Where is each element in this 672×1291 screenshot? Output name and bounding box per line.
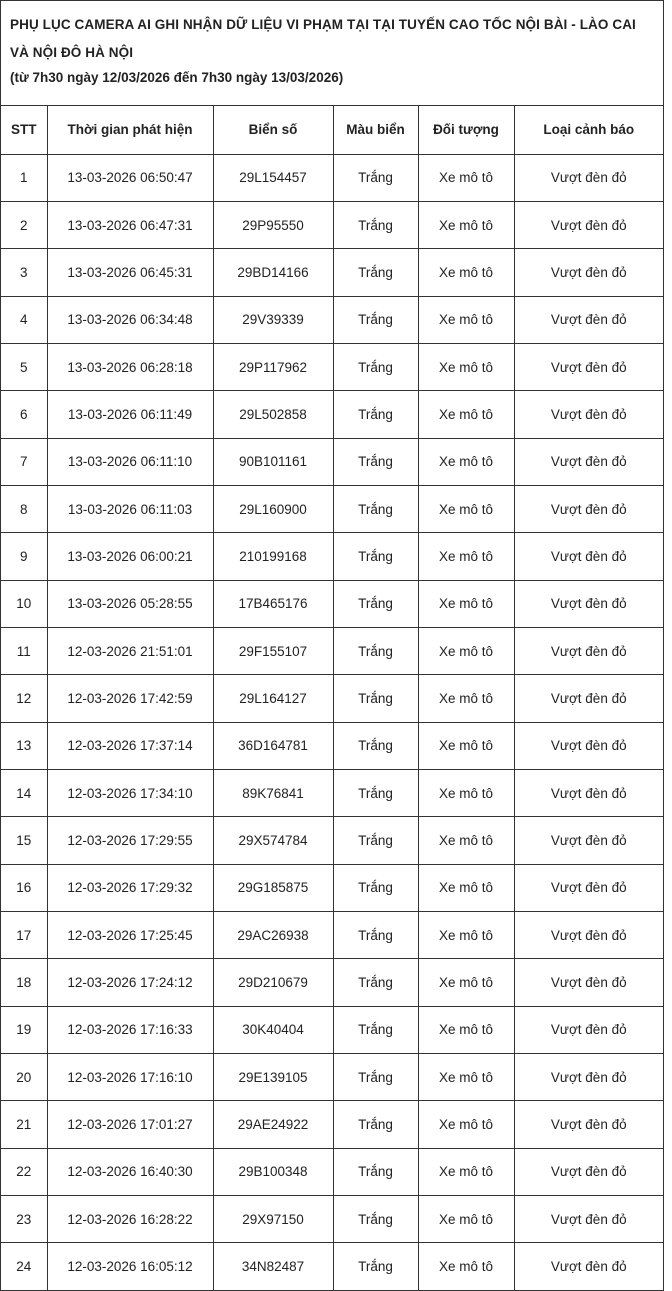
cell-stt: 11 (1, 627, 47, 674)
cell-plate-color: Trắng (333, 1148, 418, 1195)
cell-warning-type: Vượt đèn đỏ (514, 675, 663, 722)
column-header-warning-type: Loại cảnh báo (514, 106, 663, 154)
cell-stt: 12 (1, 675, 47, 722)
cell-warning-type: Vượt đèn đỏ (514, 769, 663, 816)
table-row (1, 1006, 663, 1053)
cell-warning-type: Vượt đèn đỏ (514, 1148, 663, 1195)
cell-plate-number: 29L502858 (213, 391, 333, 438)
document-title: PHỤ LỤC CAMERA AI GHI NHẬN DỮ LIỆU VI PHẠM TẠI TẠI TUYẾN CAO TỐC NỘI BÀI - LÀO CAI VÀ NỘI ĐÔ HÀ NỘI (10, 17, 636, 60)
document-subtitle: (từ 7h30 ngày 12/03/2026 đến 7h30 ngày 13/03/2026) (10, 70, 344, 85)
cell-detection-time: 13-03-2026 06:11:10 (47, 438, 213, 485)
cell-warning-type: Vượt đèn đỏ (514, 1006, 663, 1053)
cell-stt: 14 (1, 769, 47, 816)
cell-stt: 9 (1, 533, 47, 580)
cell-plate-number: 29L164127 (213, 675, 333, 722)
cell-detection-time: 12-03-2026 17:34:10 (47, 769, 213, 816)
cell-vehicle-type: Xe mô tô (418, 769, 514, 816)
cell-detection-time: 13-03-2026 06:34:48 (47, 296, 213, 343)
cell-stt: 3 (1, 249, 47, 296)
cell-detection-time: 12-03-2026 17:37:14 (47, 722, 213, 769)
cell-detection-time: 13-03-2026 06:00:21 (47, 533, 213, 580)
cell-stt: 4 (1, 296, 47, 343)
column-header-detection-time: Thời gian phát hiện (47, 106, 213, 154)
cell-stt: 8 (1, 485, 47, 532)
cell-vehicle-type: Xe mô tô (418, 912, 514, 959)
table-row (1, 864, 663, 911)
cell-plate-color: Trắng (333, 533, 418, 580)
table-row (1, 485, 663, 532)
cell-stt: 19 (1, 1006, 47, 1053)
cell-warning-type: Vượt đèn đỏ (514, 1196, 663, 1243)
cell-vehicle-type: Xe mô tô (418, 627, 514, 674)
cell-warning-type: Vượt đèn đỏ (514, 343, 663, 390)
cell-stt: 22 (1, 1148, 47, 1195)
cell-plate-number: 29AE24922 (213, 1101, 333, 1148)
table-row (1, 1196, 663, 1243)
cell-plate-color: Trắng (333, 438, 418, 485)
cell-warning-type: Vượt đèn đỏ (514, 627, 663, 674)
cell-vehicle-type: Xe mô tô (418, 1101, 514, 1148)
cell-plate-color: Trắng (333, 201, 418, 248)
cell-detection-time: 12-03-2026 16:28:22 (47, 1196, 213, 1243)
cell-plate-color: Trắng (333, 1243, 418, 1290)
cell-warning-type: Vượt đèn đỏ (514, 580, 663, 627)
cell-stt: 5 (1, 343, 47, 390)
cell-warning-type: Vượt đèn đỏ (514, 1054, 663, 1101)
table-row (1, 1101, 663, 1148)
table-row (1, 769, 663, 816)
cell-plate-color: Trắng (333, 1006, 418, 1053)
cell-plate-color: Trắng (333, 580, 418, 627)
table-row (1, 580, 663, 627)
cell-warning-type: Vượt đèn đỏ (514, 959, 663, 1006)
cell-plate-number: 29P95550 (213, 201, 333, 248)
cell-vehicle-type: Xe mô tô (418, 1054, 514, 1101)
cell-vehicle-type: Xe mô tô (418, 864, 514, 911)
table-row (1, 1054, 663, 1101)
cell-vehicle-type: Xe mô tô (418, 675, 514, 722)
cell-stt: 20 (1, 1054, 47, 1101)
cell-detection-time: 13-03-2026 06:47:31 (47, 201, 213, 248)
cell-plate-color: Trắng (333, 1196, 418, 1243)
cell-plate-number: 30K40404 (213, 1006, 333, 1053)
table-row (1, 1148, 663, 1195)
column-header-stt: STT (1, 106, 47, 154)
cell-plate-color: Trắng (333, 249, 418, 296)
cell-detection-time: 12-03-2026 16:40:30 (47, 1148, 213, 1195)
cell-plate-number: 29G185875 (213, 864, 333, 911)
cell-stt: 13 (1, 722, 47, 769)
cell-vehicle-type: Xe mô tô (418, 1243, 514, 1290)
cell-vehicle-type: Xe mô tô (418, 533, 514, 580)
cell-plate-color: Trắng (333, 722, 418, 769)
cell-warning-type: Vượt đèn đỏ (514, 154, 663, 201)
cell-plate-number: 29L160900 (213, 485, 333, 532)
cell-vehicle-type: Xe mô tô (418, 391, 514, 438)
cell-plate-number: 36D164781 (213, 722, 333, 769)
cell-detection-time: 13-03-2026 06:28:18 (47, 343, 213, 390)
cell-stt: 21 (1, 1101, 47, 1148)
cell-warning-type: Vượt đèn đỏ (514, 722, 663, 769)
cell-stt: 2 (1, 201, 47, 248)
cell-warning-type: Vượt đèn đỏ (514, 249, 663, 296)
cell-plate-number: 210199168 (213, 533, 333, 580)
cell-detection-time: 12-03-2026 17:29:55 (47, 817, 213, 864)
cell-detection-time: 13-03-2026 06:11:03 (47, 485, 213, 532)
cell-stt: 10 (1, 580, 47, 627)
cell-vehicle-type: Xe mô tô (418, 722, 514, 769)
cell-detection-time: 12-03-2026 21:51:01 (47, 627, 213, 674)
violations-table (1, 106, 663, 1291)
table-header-row (1, 106, 663, 154)
table-row (1, 722, 663, 769)
cell-stt: 16 (1, 864, 47, 911)
cell-plate-number: 29D210679 (213, 959, 333, 1006)
table-row (1, 1243, 663, 1290)
cell-vehicle-type: Xe mô tô (418, 201, 514, 248)
table-row (1, 533, 663, 580)
table-row (1, 959, 663, 1006)
cell-plate-number: 29P117962 (213, 343, 333, 390)
cell-stt: 6 (1, 391, 47, 438)
cell-vehicle-type: Xe mô tô (418, 580, 514, 627)
cell-plate-color: Trắng (333, 627, 418, 674)
cell-warning-type: Vượt đèn đỏ (514, 201, 663, 248)
cell-plate-color: Trắng (333, 817, 418, 864)
cell-plate-number: 90B101161 (213, 438, 333, 485)
cell-plate-number: 17B465176 (213, 580, 333, 627)
cell-plate-number: 89K76841 (213, 769, 333, 816)
cell-warning-type: Vượt đèn đỏ (514, 391, 663, 438)
cell-plate-number: 29E139105 (213, 1054, 333, 1101)
cell-vehicle-type: Xe mô tô (418, 1196, 514, 1243)
cell-plate-number: 29X97150 (213, 1196, 333, 1243)
column-header-plate-number: Biển số (213, 106, 333, 154)
cell-vehicle-type: Xe mô tô (418, 1006, 514, 1053)
cell-stt: 18 (1, 959, 47, 1006)
cell-detection-time: 13-03-2026 05:28:55 (47, 580, 213, 627)
table-body (1, 154, 663, 1290)
cell-plate-color: Trắng (333, 1054, 418, 1101)
cell-vehicle-type: Xe mô tô (418, 249, 514, 296)
cell-warning-type: Vượt đèn đỏ (514, 912, 663, 959)
cell-plate-color: Trắng (333, 912, 418, 959)
cell-detection-time: 12-03-2026 17:16:10 (47, 1054, 213, 1101)
cell-detection-time: 12-03-2026 17:29:32 (47, 864, 213, 911)
cell-plate-number: 29V39339 (213, 296, 333, 343)
cell-detection-time: 12-03-2026 17:24:12 (47, 959, 213, 1006)
cell-warning-type: Vượt đèn đỏ (514, 438, 663, 485)
cell-stt: 24 (1, 1243, 47, 1290)
cell-plate-number: 34N82487 (213, 1243, 333, 1290)
cell-vehicle-type: Xe mô tô (418, 438, 514, 485)
cell-warning-type: Vượt đèn đỏ (514, 1101, 663, 1148)
table-row (1, 249, 663, 296)
cell-plate-color: Trắng (333, 1101, 418, 1148)
table-row (1, 343, 663, 390)
cell-plate-number: 29F155107 (213, 627, 333, 674)
cell-warning-type: Vượt đèn đỏ (514, 485, 663, 532)
table-row (1, 201, 663, 248)
cell-detection-time: 12-03-2026 17:01:27 (47, 1101, 213, 1148)
table-row (1, 391, 663, 438)
cell-plate-color: Trắng (333, 343, 418, 390)
cell-plate-number: 29X574784 (213, 817, 333, 864)
cell-detection-time: 12-03-2026 17:25:45 (47, 912, 213, 959)
cell-plate-color: Trắng (333, 959, 418, 1006)
column-header-vehicle-type: Đối tượng (418, 106, 514, 154)
table-row (1, 154, 663, 201)
cell-plate-color: Trắng (333, 485, 418, 532)
table-row (1, 675, 663, 722)
cell-detection-time: 12-03-2026 16:05:12 (47, 1243, 213, 1290)
cell-plate-number: 29L154457 (213, 154, 333, 201)
cell-warning-type: Vượt đèn đỏ (514, 864, 663, 911)
cell-plate-color: Trắng (333, 154, 418, 201)
cell-vehicle-type: Xe mô tô (418, 296, 514, 343)
cell-stt: 1 (1, 154, 47, 201)
column-header-plate-color: Màu biển (333, 106, 418, 154)
cell-plate-number: 29BD14166 (213, 249, 333, 296)
cell-vehicle-type: Xe mô tô (418, 959, 514, 1006)
cell-stt: 17 (1, 912, 47, 959)
cell-detection-time: 12-03-2026 17:42:59 (47, 675, 213, 722)
cell-warning-type: Vượt đèn đỏ (514, 1243, 663, 1290)
cell-warning-type: Vượt đèn đỏ (514, 296, 663, 343)
cell-stt: 23 (1, 1196, 47, 1243)
cell-plate-color: Trắng (333, 391, 418, 438)
cell-vehicle-type: Xe mô tô (418, 485, 514, 532)
cell-plate-color: Trắng (333, 296, 418, 343)
cell-plate-number: 29B100348 (213, 1148, 333, 1195)
cell-warning-type: Vượt đèn đỏ (514, 817, 663, 864)
cell-warning-type: Vượt đèn đỏ (514, 533, 663, 580)
table-row (1, 438, 663, 485)
cell-detection-time: 13-03-2026 06:45:31 (47, 249, 213, 296)
table-row (1, 817, 663, 864)
cell-plate-number: 29AC26938 (213, 912, 333, 959)
table-row (1, 912, 663, 959)
cell-vehicle-type: Xe mô tô (418, 343, 514, 390)
cell-vehicle-type: Xe mô tô (418, 1148, 514, 1195)
table-row (1, 296, 663, 343)
cell-stt: 7 (1, 438, 47, 485)
cell-detection-time: 13-03-2026 06:11:49 (47, 391, 213, 438)
cell-detection-time: 13-03-2026 06:50:47 (47, 154, 213, 201)
cell-plate-color: Trắng (333, 675, 418, 722)
cell-plate-color: Trắng (333, 864, 418, 911)
document-header (1, 1, 663, 106)
cell-stt: 15 (1, 817, 47, 864)
cell-vehicle-type: Xe mô tô (418, 154, 514, 201)
table-row (1, 627, 663, 674)
cell-plate-color: Trắng (333, 769, 418, 816)
cell-detection-time: 12-03-2026 17:16:33 (47, 1006, 213, 1053)
cell-vehicle-type: Xe mô tô (418, 817, 514, 864)
